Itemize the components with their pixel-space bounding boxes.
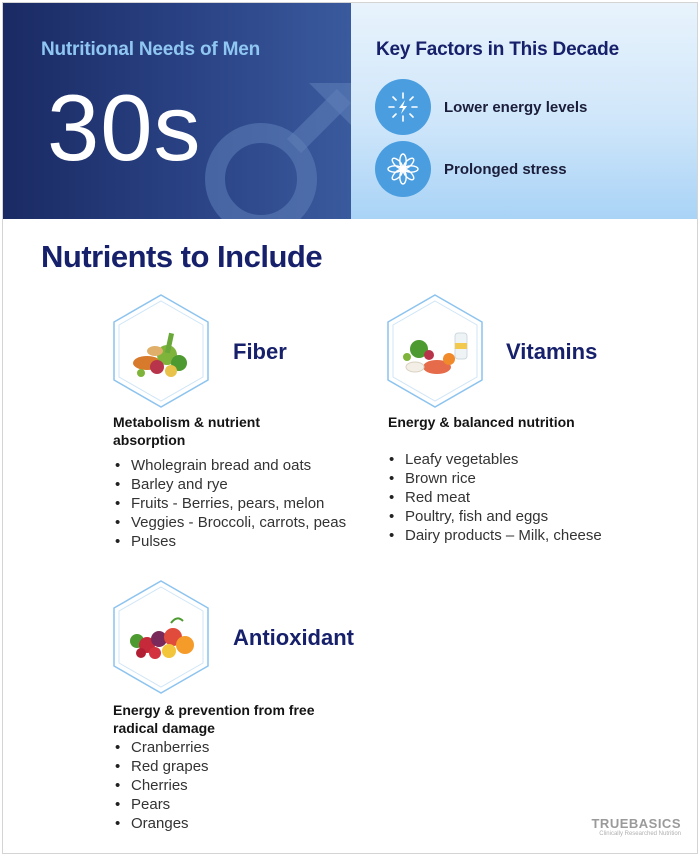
brand-name: TRUEBASICS (591, 816, 681, 831)
list-item: • Barley and rye (115, 475, 346, 494)
nutrient-subtitle: Energy & prevention from free radical damage (113, 702, 315, 736)
fiber-food-icon (111, 293, 211, 409)
list-item: • Dairy products – Milk, cheese (389, 526, 602, 545)
list-item: • Cranberries (115, 738, 209, 757)
male-symbol-icon (199, 71, 351, 219)
antioxidant-food-icon (111, 579, 211, 695)
factor-item (375, 79, 587, 135)
list-item: • Poultry, fish and eggs (389, 507, 602, 526)
list-item: • Red grapes (115, 757, 209, 776)
factor-item (375, 141, 567, 197)
header-kicker: Nutritional Needs of Men (41, 39, 260, 60)
nutrient-subtitle: Metabolism & nutrient absorption (113, 414, 261, 448)
factor-label: Prolonged stress (444, 160, 567, 178)
list-item: • Pears (115, 795, 209, 814)
header-right-panel (351, 3, 697, 219)
factor-label: Lower energy levels (444, 98, 588, 116)
section-title: Nutrients to Include (41, 239, 323, 274)
nutrient-name-fiber: Fiber (233, 339, 287, 364)
list-item: • Wholegrain bread and oats (115, 456, 346, 475)
list-item: • Oranges (115, 814, 209, 833)
nutrient-name-vitamins: Vitamins (506, 339, 598, 364)
factors-title: Key Factors in This Decade (376, 39, 619, 60)
list-item: • Red meat (389, 488, 602, 507)
brand-logo (591, 816, 681, 837)
sun-burst-icon (375, 79, 431, 135)
fiber-food-list (115, 456, 346, 551)
decade-heading: 30s (47, 75, 202, 180)
antioxidant-food-list (115, 738, 209, 833)
list-item: • Cherries (115, 776, 209, 795)
list-item: • Veggies - Broccoli, carrots, peas (115, 513, 346, 532)
brand-tagline: Clinically Researched Nutrition (599, 831, 681, 837)
list-item: • Pulses (115, 532, 346, 551)
nutrient-subtitle: Energy & balanced nutrition (388, 414, 575, 430)
vitamins-food-list (389, 450, 602, 545)
nutrient-name-antioxidant: Antioxidant (233, 625, 354, 650)
vitamins-food-icon (385, 293, 485, 409)
header-left-panel (3, 3, 351, 219)
flower-icon (375, 141, 431, 197)
list-item: • Leafy vegetables (389, 450, 602, 469)
infographic (2, 2, 698, 854)
list-item: • Brown rice (389, 469, 602, 488)
list-item: • Fruits - Berries, pears, melon (115, 494, 346, 513)
